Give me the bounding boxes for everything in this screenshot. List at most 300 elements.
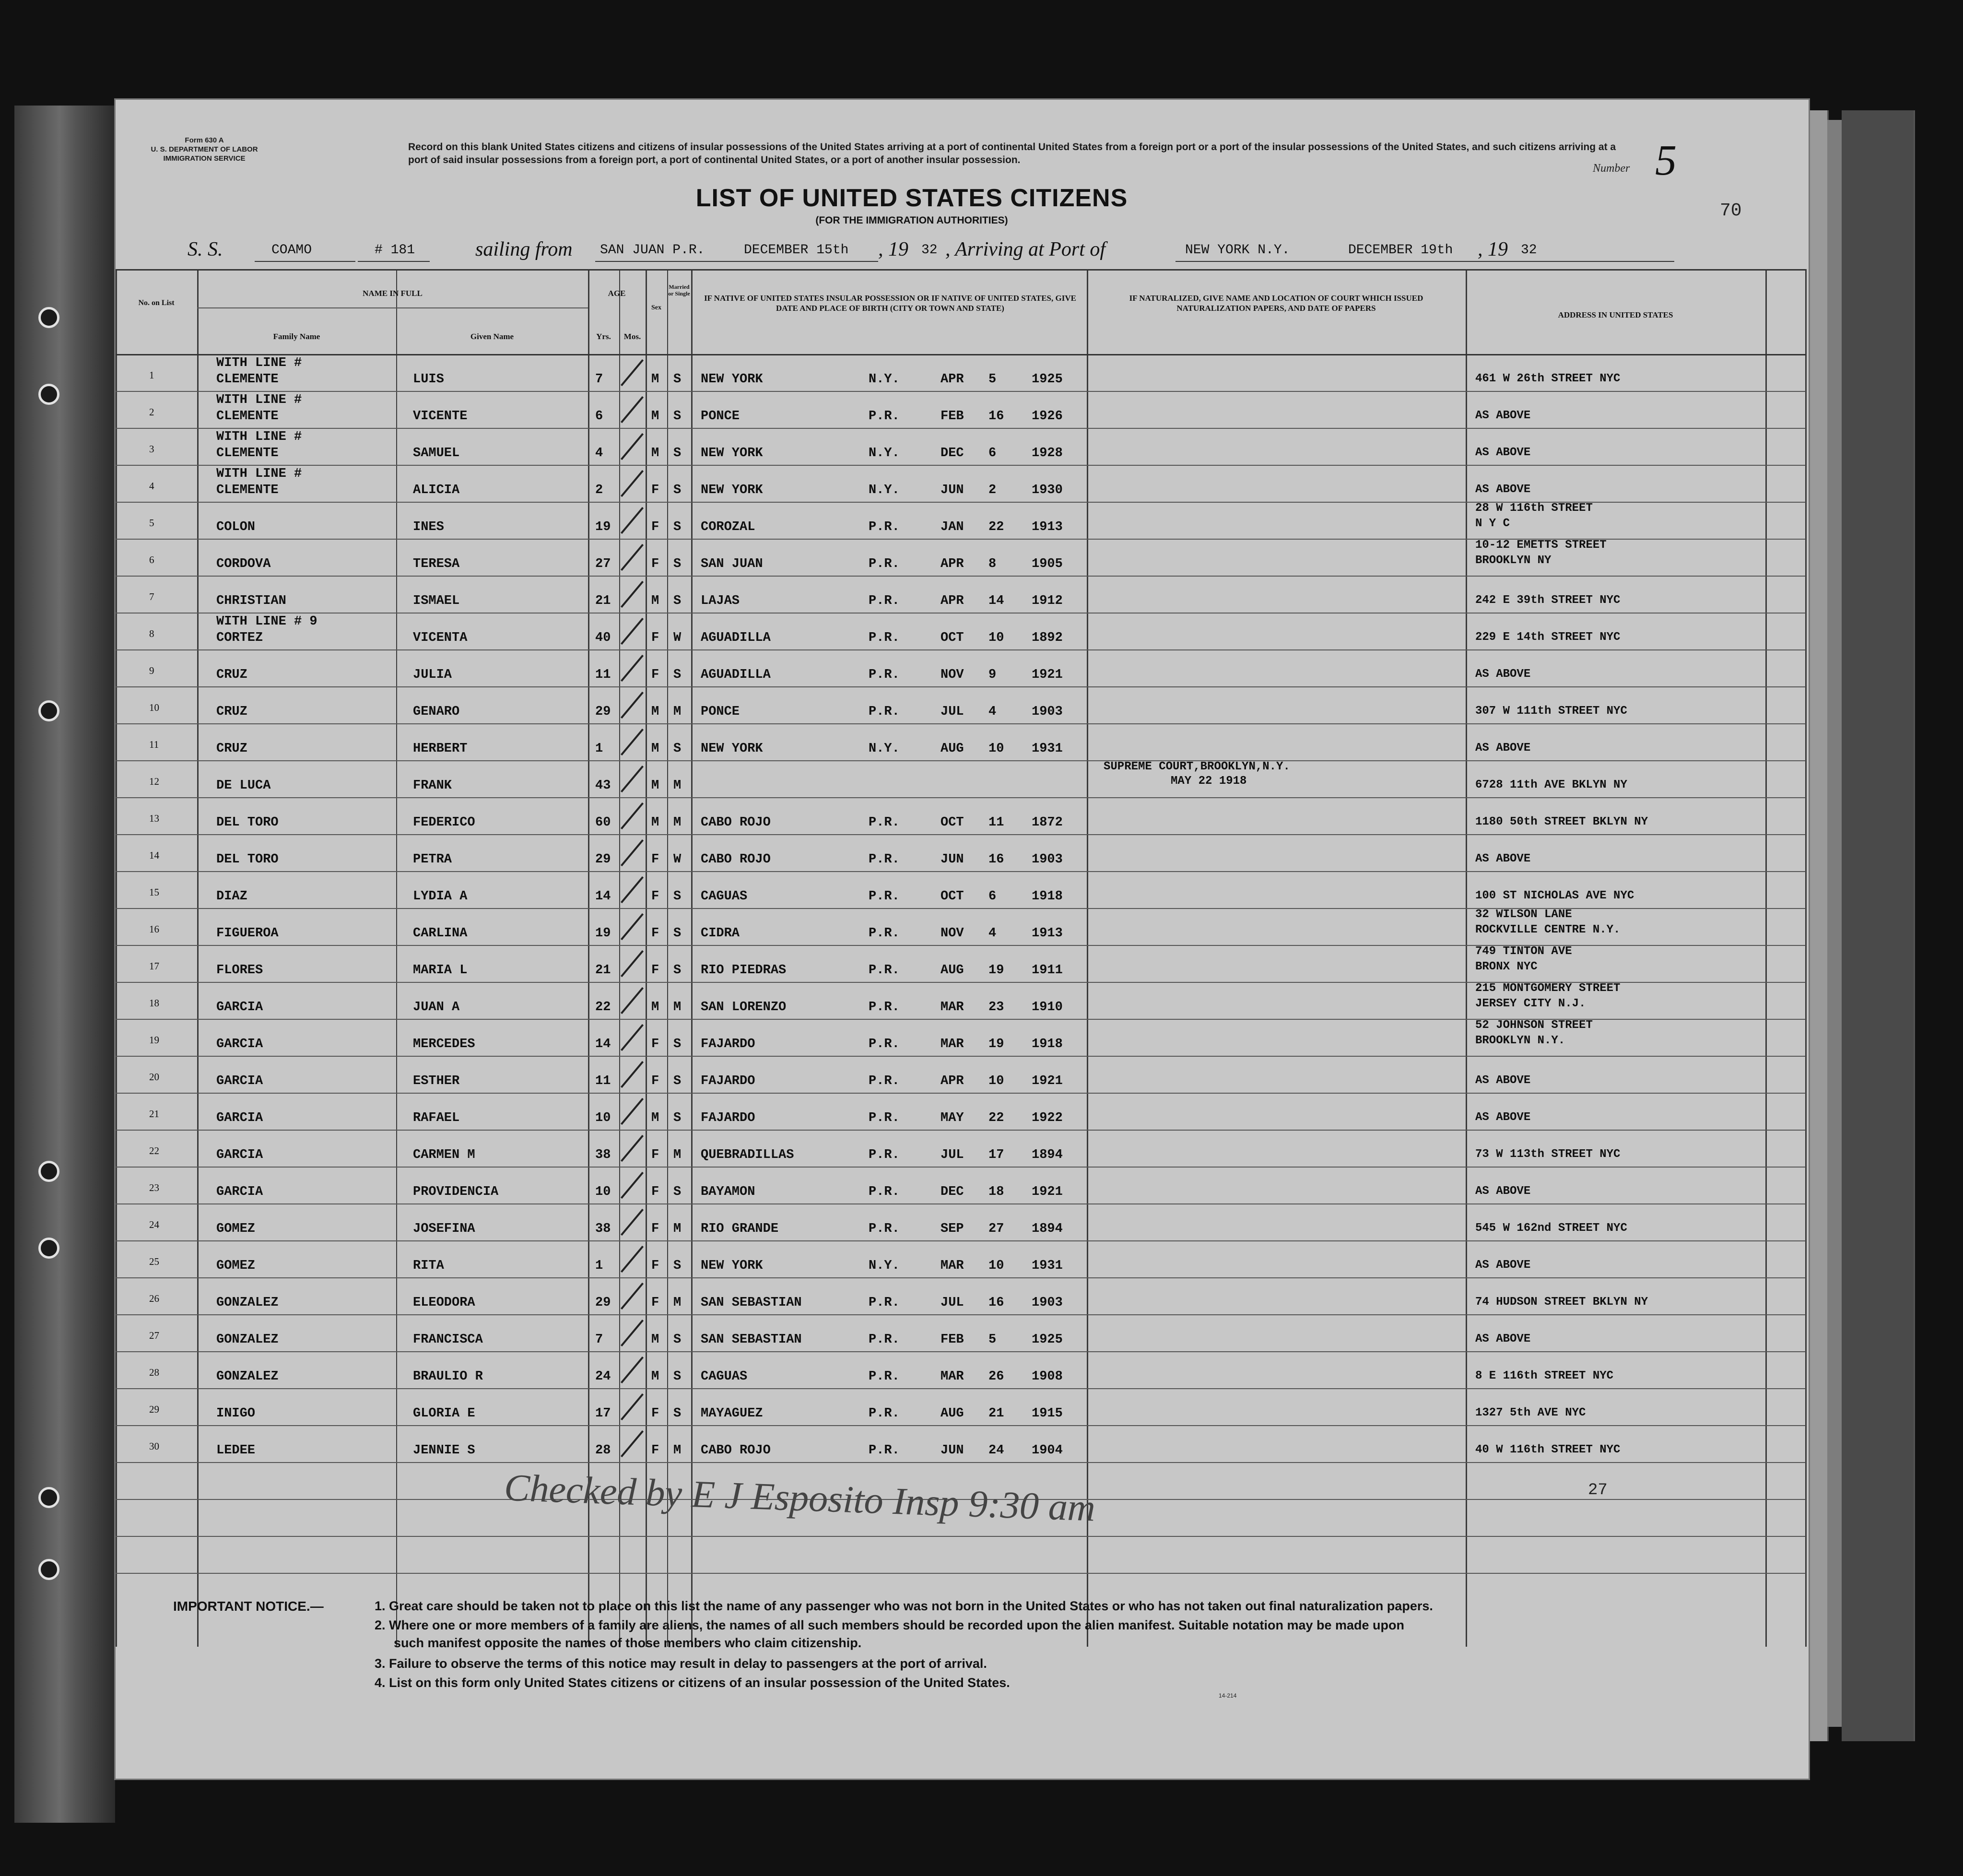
departure-year: 32 [921, 243, 938, 258]
cell-given: ESTHER [413, 1074, 460, 1088]
row-number: 28 [149, 1367, 159, 1378]
cell-family: DEL TORO [216, 815, 279, 830]
cell-month: JUN [940, 1443, 964, 1458]
row-number: 18 [149, 997, 159, 1009]
cell-given: JOSEFINA [413, 1222, 475, 1236]
table-row [116, 354, 1806, 391]
cell-place: RIO GRANDE [701, 1222, 779, 1236]
cell-place: COROZAL [701, 520, 755, 534]
cell-age: 10 [595, 1111, 611, 1125]
cell-day: 18 [988, 1185, 1004, 1199]
table-row [116, 649, 1806, 686]
tick-mark [621, 507, 644, 534]
table-row [116, 797, 1806, 834]
arrival-year: 32 [1521, 243, 1537, 258]
cell-place: RIO PIEDRAS [701, 963, 787, 978]
cell-sex: M [651, 1369, 659, 1384]
number-value: 5 [1655, 137, 1677, 184]
header-name-in-full: NAME IN FULL [363, 289, 423, 298]
tick-mark [621, 396, 644, 423]
cell-month: DEC [940, 1185, 964, 1199]
cell-ms: S [673, 520, 682, 534]
page-subtitle: (FOR THE IMMIGRATION AUTHORITIES) [815, 215, 1008, 226]
tick-mark [621, 1024, 644, 1051]
cell-age: 2 [595, 483, 603, 497]
tick-mark [621, 1430, 644, 1457]
cell-place: AGUADILLA [701, 631, 771, 645]
cell-family: GARCIA [216, 1000, 263, 1015]
cell-address: 229 E 14th STREET NYC [1475, 631, 1621, 644]
cell-place: FAJARDO [701, 1074, 755, 1088]
page-edge [1827, 120, 1843, 1727]
cell-family: GARCIA [216, 1074, 263, 1088]
cell-given: JENNIE S [413, 1443, 475, 1458]
cell-month: OCT [940, 889, 964, 904]
cell-state: P.R. [869, 1443, 900, 1458]
cell-age: 29 [595, 852, 611, 867]
row-number: 13 [149, 813, 159, 824]
cell-ms: S [673, 1369, 682, 1384]
tick-mark [621, 987, 644, 1014]
table-row [116, 723, 1806, 760]
table-row [116, 502, 1806, 539]
cell-year: 1872 [1032, 815, 1063, 830]
cell-month: DEC [940, 446, 964, 460]
departure-date: DECEMBER 15th [744, 243, 849, 258]
cell-sex: F [651, 1185, 659, 1199]
cell-age: 10 [595, 1185, 611, 1199]
cell-ms: M [673, 1000, 682, 1015]
manifest-page [114, 98, 1810, 1780]
cell-given: INES [413, 520, 444, 534]
cell-address: 461 W 26th STREET NYC [1475, 372, 1621, 385]
cell-place: CAGUAS [701, 1369, 748, 1384]
cell-day: 19 [988, 963, 1004, 978]
row-number: 3 [149, 443, 154, 455]
table-row [116, 1203, 1806, 1240]
cell-family: GARCIA [216, 1185, 263, 1199]
cell-ms: W [673, 852, 682, 867]
cell-address: 28 W 116th STREET [1475, 502, 1593, 515]
tick-mark [621, 692, 644, 719]
cell-address: 32 WILSON LANE [1475, 908, 1572, 921]
cell-state: P.R. [869, 668, 900, 682]
cell-sex: F [651, 1222, 659, 1236]
arriving-label: , Arriving at Port of [945, 238, 1106, 260]
row-number: 16 [149, 923, 159, 935]
cell-year: 1894 [1032, 1222, 1063, 1236]
cell-address-line2: BROOKLYN NY [1475, 554, 1552, 567]
tick-mark [621, 1135, 644, 1162]
cell-month: MAY [940, 1111, 964, 1125]
cell-state: N.Y. [869, 1259, 900, 1273]
cell-day: 11 [988, 815, 1004, 830]
cell-address: 10-12 EMETTS STREET [1475, 539, 1607, 552]
cell-month: AUG [940, 1406, 964, 1421]
cell-day: 16 [988, 409, 1004, 424]
cell-ms: S [673, 963, 682, 978]
cell-sex: M [651, 372, 659, 387]
cell-sex: M [651, 779, 659, 793]
cell-sex: F [651, 1148, 659, 1162]
cell-age: 1 [595, 1259, 603, 1273]
service-name: IMMIGRATION SERVICE [163, 154, 246, 163]
table-row [116, 1388, 1806, 1425]
cell-place: FAJARDO [701, 1037, 755, 1051]
form-code: 14-214 [1219, 1692, 1237, 1699]
underline [595, 261, 878, 262]
cell-family: FIGUEROA [216, 926, 279, 941]
cell-address: AS ABOVE [1475, 1333, 1531, 1345]
cell-year: 1913 [1032, 520, 1063, 534]
manifest-table [116, 269, 1806, 1647]
cell-age: 17 [595, 1406, 611, 1421]
cell-address: AS ABOVE [1475, 409, 1531, 422]
family-note: WITH LINE # [216, 356, 302, 370]
cell-family: CLEMENTE [216, 409, 279, 424]
cell-naturalization-date: MAY 22 1918 [1171, 775, 1247, 788]
cell-day: 23 [988, 1000, 1004, 1015]
table-row [116, 686, 1806, 723]
cell-place: NEW YORK [701, 1259, 763, 1273]
tick-mark [621, 1283, 644, 1310]
row-number: 23 [149, 1182, 159, 1193]
cell-month: APR [940, 594, 964, 608]
departure-port: SAN JUAN P.R. [600, 243, 705, 258]
cell-sex: M [651, 446, 659, 460]
cell-family: CHRISTIAN [216, 594, 286, 608]
cell-month: JUN [940, 852, 964, 867]
tick-mark [621, 766, 644, 792]
cell-day: 14 [988, 594, 1004, 608]
cell-day: 4 [988, 705, 997, 719]
cell-family: DEL TORO [216, 852, 279, 867]
cell-family: CRUZ [216, 668, 247, 682]
binder-hole [38, 1161, 59, 1182]
binder-strip [14, 106, 115, 1823]
notice-line: 1. Great care should be taken not to place on this list the name of any passenger who was not born in the United States or who has not taken out final naturalization papers. [375, 1599, 1433, 1613]
table-row [116, 834, 1806, 871]
cell-ms: M [673, 815, 682, 830]
tick-mark [621, 544, 644, 571]
cell-sex: F [651, 926, 659, 941]
cell-given: MERCEDES [413, 1037, 475, 1051]
notice-line: 3. Failure to observe the terms of this notice may result in delay to passengers at the port of arrival. [375, 1656, 987, 1671]
cell-place: SAN SEBASTIAN [701, 1296, 802, 1310]
cell-address-line2: BROOKLYN N.Y. [1475, 1034, 1565, 1047]
cell-address: AS ABOVE [1475, 1185, 1531, 1198]
cell-ms: S [673, 1259, 682, 1273]
cell-ms: S [673, 557, 682, 571]
family-note: WITH LINE # [216, 430, 302, 444]
cell-place: SAN LORENZO [701, 1000, 787, 1015]
cell-month: APR [940, 372, 964, 387]
cell-year: 1905 [1032, 557, 1063, 571]
cell-address: 1180 50th STREET BKLYN NY [1475, 815, 1648, 828]
cell-sex: F [651, 1037, 659, 1051]
cell-place: BAYAMON [701, 1185, 755, 1199]
table-row [116, 1425, 1806, 1462]
cell-place: PONCE [701, 409, 740, 424]
cell-given: SAMUEL [413, 446, 460, 460]
cell-age: 29 [595, 705, 611, 719]
tick-mark [621, 1246, 644, 1273]
cell-month: FEB [940, 409, 964, 424]
total-count: 27 [1588, 1481, 1608, 1499]
table-rule [116, 269, 1806, 271]
cell-state: N.Y. [869, 742, 900, 756]
cell-year: 1931 [1032, 742, 1063, 756]
cell-year: 1903 [1032, 852, 1063, 867]
cell-family: CLEMENTE [216, 372, 279, 387]
cell-state: P.R. [869, 1296, 900, 1310]
tick-mark [621, 655, 644, 682]
cell-sex: F [651, 1296, 659, 1310]
tick-mark [621, 470, 644, 497]
cell-place: NEW YORK [701, 446, 763, 460]
table-row [116, 613, 1806, 649]
cell-year: 1930 [1032, 483, 1063, 497]
cell-age: 14 [595, 889, 611, 904]
cell-day: 6 [988, 446, 997, 460]
table-row [116, 945, 1806, 982]
cell-age: 27 [595, 557, 611, 571]
cell-given: GENARO [413, 705, 460, 719]
cell-month: SEP [940, 1222, 964, 1236]
cell-state: P.R. [869, 409, 900, 424]
row-number: 10 [149, 702, 159, 713]
cell-sex: M [651, 705, 659, 719]
cell-family: DIAZ [216, 889, 247, 904]
cell-day: 10 [988, 1259, 1004, 1273]
table-rule [197, 307, 588, 308]
cell-address: 40 W 116th STREET NYC [1475, 1443, 1621, 1456]
cell-ms: M [673, 705, 682, 719]
cell-day: 16 [988, 852, 1004, 867]
cell-address: 215 MONTGOMERY STREET [1475, 982, 1621, 995]
notice-line: such manifest opposite the names of those members who claim citizenship. [394, 1636, 862, 1650]
voyage-number: # 181 [375, 243, 415, 258]
underline [255, 261, 355, 262]
page-edge [1808, 110, 1829, 1741]
cell-sex: M [651, 1000, 659, 1015]
cell-given: BRAULIO R [413, 1369, 483, 1384]
tick-mark [621, 1061, 644, 1088]
cell-age: 7 [595, 372, 603, 387]
cell-given: RAFAEL [413, 1111, 460, 1125]
ss-label: S. S. [188, 238, 223, 260]
cell-month: NOV [940, 668, 964, 682]
cell-place: PONCE [701, 705, 740, 719]
row-number: 15 [149, 886, 159, 898]
cell-age: 7 [595, 1333, 603, 1347]
binder-hole [38, 384, 59, 405]
cell-family: DE LUCA [216, 779, 271, 793]
cell-ms: S [673, 594, 682, 608]
table-row [116, 1019, 1806, 1056]
cell-family: GARCIA [216, 1037, 263, 1051]
ship-name: COAMO [271, 243, 312, 258]
cell-address-line2: N Y C [1475, 517, 1510, 530]
table-rule [116, 1573, 1806, 1574]
cell-family: LEDEE [216, 1443, 256, 1458]
cell-place: NEW YORK [701, 742, 763, 756]
cell-place: CABO ROJO [701, 1443, 771, 1458]
cell-state: P.R. [869, 557, 900, 571]
cell-place: MAYAGUEZ [701, 1406, 763, 1421]
cell-sex: M [651, 409, 659, 424]
binder-hole [38, 307, 59, 328]
cell-sex: F [651, 1406, 659, 1421]
tick-mark [621, 1393, 644, 1420]
cell-ms: M [673, 1296, 682, 1310]
cell-address: 52 JOHNSON STREET [1475, 1019, 1593, 1032]
cell-age: 43 [595, 779, 611, 793]
cell-address: AS ABOVE [1475, 1111, 1531, 1124]
cell-address: 74 HUDSON STREET BKLYN NY [1475, 1296, 1648, 1309]
cell-year: 1931 [1032, 1259, 1063, 1273]
cell-year: 1912 [1032, 594, 1063, 608]
table-row [116, 760, 1806, 797]
cell-day: 26 [988, 1369, 1004, 1384]
cell-year: 1908 [1032, 1369, 1063, 1384]
cell-year: 1894 [1032, 1148, 1063, 1162]
row-number: 7 [149, 591, 154, 602]
cell-age: 19 [595, 926, 611, 941]
cell-year: 1918 [1032, 1037, 1063, 1051]
cell-family: COLON [216, 520, 256, 534]
row-number: 1 [149, 369, 154, 381]
cell-given: JUAN A [413, 1000, 460, 1015]
cell-family: GARCIA [216, 1148, 263, 1162]
row-number: 4 [149, 480, 154, 492]
cell-year: 1903 [1032, 705, 1063, 719]
cell-year: 1926 [1032, 409, 1063, 424]
cell-place: QUEBRADILLAS [701, 1148, 794, 1162]
table-row [116, 871, 1806, 908]
notice-heading: IMPORTANT NOTICE.— [173, 1599, 324, 1614]
cell-family: CLEMENTE [216, 483, 279, 497]
cell-state: P.R. [869, 1333, 900, 1347]
cell-age: 40 [595, 631, 611, 645]
cell-month: JUL [940, 705, 964, 719]
cell-year: 1925 [1032, 1333, 1063, 1347]
cell-day: 27 [988, 1222, 1004, 1236]
cell-sex: M [651, 594, 659, 608]
cell-month: MAR [940, 1259, 964, 1273]
row-number: 25 [149, 1256, 159, 1267]
cell-given: LYDIA A [413, 889, 468, 904]
cell-month: AUG [940, 963, 964, 978]
cell-given: ALICIA [413, 483, 460, 497]
table-row [116, 1167, 1806, 1203]
cell-month: JUL [940, 1148, 964, 1162]
cell-address: AS ABOVE [1475, 446, 1531, 459]
tick-mark [621, 1320, 644, 1346]
tick-mark [621, 1098, 644, 1125]
cell-state: P.R. [869, 926, 900, 941]
cell-day: 4 [988, 926, 997, 941]
table-rule [116, 1462, 1806, 1463]
header-naturalization: IF NATURALIZED, GIVE NAME AND LOCATION OF COURT WHICH ISSUED NATURALIZATION PAPERS, AND DATE OF PAPERS [1129, 294, 1423, 313]
cell-year: 1928 [1032, 446, 1063, 460]
cell-day: 22 [988, 1111, 1004, 1125]
tick-mark [621, 839, 644, 866]
cell-state: P.R. [869, 1000, 900, 1015]
table-rule [116, 1536, 1806, 1537]
cell-address: 749 TINTON AVE [1475, 945, 1572, 958]
cell-address: 545 W 162nd STREET NYC [1475, 1222, 1627, 1235]
page-title: LIST OF UNITED STATES CITIZENS [695, 184, 1128, 212]
cell-age: 4 [595, 446, 603, 460]
cell-address: AS ABOVE [1475, 852, 1531, 865]
notice-line: 2. Where one or more members of a family are aliens, the names of all such members should be recorded upon the alien manifest. Suitable notation may be made upon [375, 1618, 1405, 1632]
cell-month: MAR [940, 1037, 964, 1051]
cell-ms: S [673, 1333, 682, 1347]
cell-sex: F [651, 557, 659, 571]
cell-address: AS ABOVE [1475, 1074, 1531, 1087]
cell-address-line2: ROCKVILLE CENTRE N.Y. [1475, 923, 1621, 936]
cell-day: 6 [988, 889, 997, 904]
cell-address: AS ABOVE [1475, 1259, 1531, 1272]
cell-given: VICENTE [413, 409, 468, 424]
cell-ms: W [673, 631, 682, 645]
cell-day: 8 [988, 557, 997, 571]
cell-sex: M [651, 742, 659, 756]
header-sex: Sex [651, 304, 661, 311]
cell-year: 1918 [1032, 889, 1063, 904]
table-row [116, 1351, 1806, 1388]
table-row [116, 428, 1806, 465]
cell-address: AS ABOVE [1475, 742, 1531, 755]
cell-place: CABO ROJO [701, 852, 771, 867]
cell-place: CIDRA [701, 926, 740, 941]
cell-sex: F [651, 520, 659, 534]
cell-age: 21 [595, 594, 611, 608]
cell-family: FLORES [216, 963, 263, 978]
cell-ms: S [673, 372, 682, 387]
table-row [116, 1093, 1806, 1130]
table-row [116, 1130, 1806, 1167]
table-row [116, 908, 1806, 945]
cell-state: P.R. [869, 1369, 900, 1384]
row-number: 2 [149, 406, 154, 418]
cell-address: 242 E 39th STREET NYC [1475, 594, 1621, 607]
binder-hole [38, 1559, 59, 1580]
cell-state: P.R. [869, 815, 900, 830]
row-number: 26 [149, 1293, 159, 1304]
cell-month: NOV [940, 926, 964, 941]
cell-day: 5 [988, 1333, 997, 1347]
cell-ms: S [673, 1406, 682, 1421]
form-id [144, 136, 264, 163]
cell-state: P.R. [869, 1111, 900, 1125]
cell-place: NEW YORK [701, 483, 763, 497]
cell-year: 1892 [1032, 631, 1063, 645]
inspector-signature: Checked by E J Esposito Insp 9:30 am [503, 1466, 1096, 1530]
cell-age: 29 [595, 1296, 611, 1310]
cell-address: 307 W 111th STREET NYC [1475, 705, 1627, 718]
row-number: 14 [149, 850, 159, 861]
arrival-port: NEW YORK N.Y. [1185, 243, 1290, 258]
cell-sex: F [651, 963, 659, 978]
header-age-years: Yrs. [596, 332, 611, 341]
cell-ms: M [673, 1148, 682, 1162]
cell-naturalization: SUPREME COURT,BROOKLYN,N.Y. [1104, 760, 1290, 773]
header-birth-details: IF NATIVE OF UNITED STATES INSULAR POSSESSION OR IF NATIVE OF UNITED STATES, GIVE DATE AND PLACE OF BIRTH (CITY OR TOWN AND STATE) [704, 294, 1076, 313]
cell-sex: F [651, 483, 659, 497]
cell-ms: S [673, 889, 682, 904]
